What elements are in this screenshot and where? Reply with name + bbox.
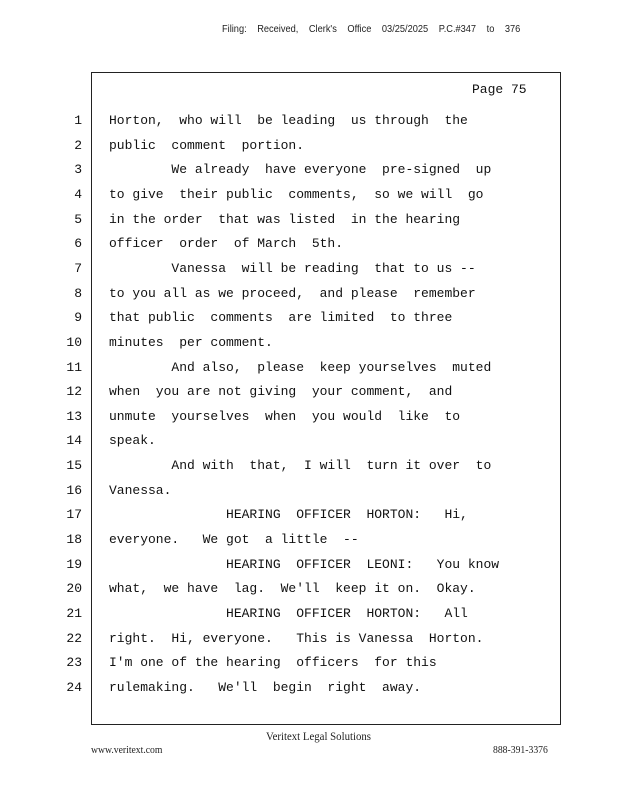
line-text: speak. (109, 433, 156, 448)
line-text: everyone. We got a little -- (109, 532, 359, 547)
line-text: minutes per comment. (109, 335, 273, 350)
line-number: 9 (74, 310, 82, 325)
line-text: Vanessa. (109, 483, 172, 498)
line-number: 5 (74, 212, 82, 227)
line-number: 2 (74, 138, 82, 153)
line-text: to you all as we proceed, and please remember (109, 286, 476, 301)
to-label: to (486, 23, 495, 35)
line-text: And also, please keep yourselves muted (109, 360, 492, 375)
line-number: 23 (66, 655, 82, 670)
footer-website: www.veritext.com (91, 744, 163, 756)
line-number: 19 (66, 557, 82, 572)
line-text: I'm one of the hearing officers for this (109, 655, 437, 670)
line-number: 18 (66, 532, 82, 547)
filing-label: Filing: (222, 23, 247, 35)
line-number: 6 (74, 236, 82, 251)
line-text: to give their public comments, so we will go (109, 187, 484, 202)
line-text: HEARING OFFICER HORTON: All (109, 606, 468, 621)
filing-stamp (222, 23, 531, 35)
line-text: HEARING OFFICER HORTON: Hi, (109, 507, 468, 522)
line-number: 21 (66, 606, 82, 621)
line-number: 8 (74, 286, 82, 301)
line-number: 13 (66, 409, 82, 424)
line-number: 17 (66, 507, 82, 522)
line-number: 16 (66, 483, 82, 498)
line-text: in the order that was listed in the hearing (109, 212, 461, 227)
line-number: 7 (74, 261, 82, 276)
line-text: unmute yourselves when you would like to (109, 409, 461, 424)
page-number: Page 75 (472, 82, 527, 97)
line-text: public comment portion. (109, 138, 305, 153)
line-text: rulemaking. We'll begin right away. (109, 680, 422, 695)
filing-date: 03/25/2025 (381, 23, 429, 35)
office-label: Office (347, 23, 372, 35)
line-number: 15 (66, 458, 82, 473)
footer-company: Veritext Legal Solutions (266, 729, 371, 743)
line-text: And with that, I will turn it over to (109, 458, 492, 473)
received-label: Received, (257, 23, 299, 35)
line-text: Horton, who will be leading us through the (109, 113, 468, 128)
clerks-label: Clerk's (308, 23, 337, 35)
line-number: 4 (74, 187, 82, 202)
line-number: 3 (74, 162, 82, 177)
line-number: 1 (74, 113, 82, 128)
line-text: that public comments are limited to three (109, 310, 453, 325)
line-number: 10 (66, 335, 82, 350)
footer-phone: 888-391-3376 (493, 744, 548, 756)
line-text: We already have everyone pre-signed up (109, 162, 492, 177)
line-number: 14 (66, 433, 82, 448)
line-number: 12 (66, 384, 82, 399)
line-number: 11 (66, 360, 82, 375)
line-number: 22 (66, 631, 82, 646)
line-text: HEARING OFFICER LEONI: You know (109, 557, 500, 572)
total-pages: 376 (504, 23, 521, 35)
pc-number: P.C.#347 (438, 23, 477, 35)
line-text: Vanessa will be reading that to us -- (109, 261, 476, 276)
line-text: right. Hi, everyone. This is Vanessa Horton. (109, 631, 484, 646)
line-text: when you are not giving your comment, and (109, 384, 453, 399)
line-text: officer order of March 5th. (109, 236, 344, 251)
line-number: 24 (66, 680, 82, 695)
line-number: 20 (66, 581, 82, 596)
line-text: what, we have lag. We'll keep it on. Okay. (109, 581, 476, 596)
